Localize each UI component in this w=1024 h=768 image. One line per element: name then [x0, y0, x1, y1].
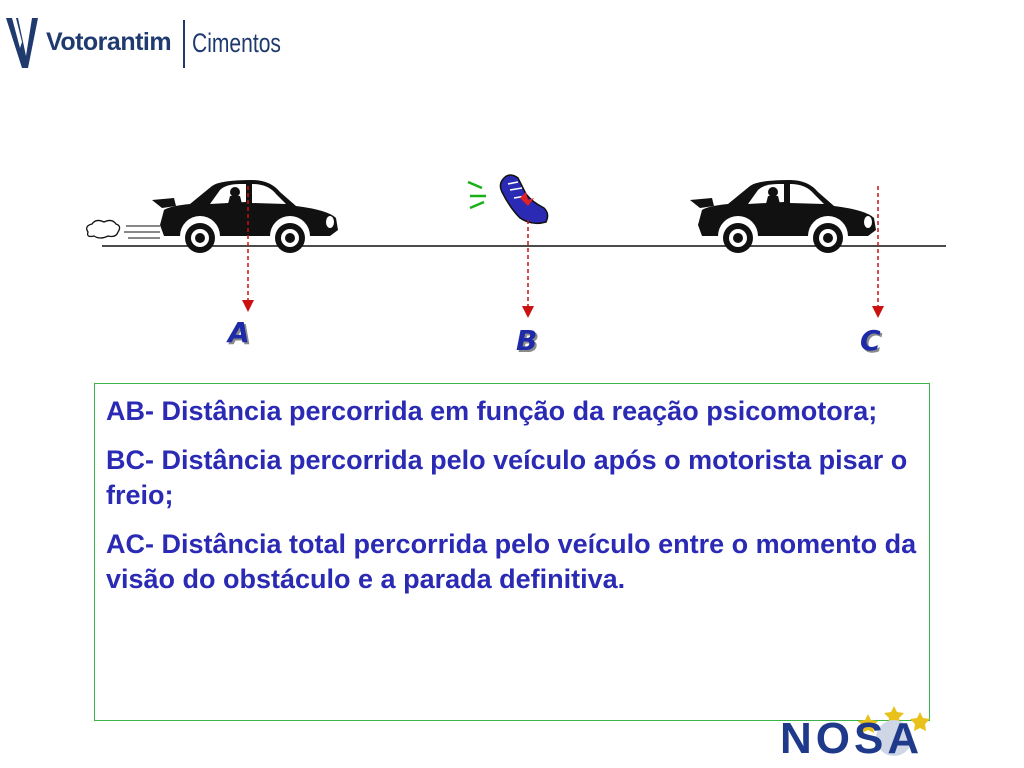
car-left-icon [152, 180, 338, 253]
definitions-box [94, 383, 930, 721]
point-label-c: C [860, 324, 881, 357]
nosa-wordmark: NOSA [780, 714, 924, 763]
definition-ac: AC- Distância total percorrida pelo veículo entre o momento da visão do obstáculo e a parada definitiva. [106, 529, 917, 594]
brand-subtitle: Cimentos [192, 28, 281, 58]
definition-ab: AB- Distância percorrida em função da reação psicomotora; [106, 396, 878, 426]
exhaust-cloud-icon [87, 220, 160, 238]
votorantim-logo [4, 8, 284, 68]
votorantim-v-mark-icon [4, 12, 44, 72]
nosa-logo [776, 700, 1024, 768]
point-label-b: B [516, 324, 538, 357]
shoe-brake-icon [500, 175, 547, 223]
brand-name: Votorantim [46, 28, 172, 56]
point-label-a: A [228, 316, 250, 349]
motion-lines-icon [468, 182, 486, 208]
car-right-icon [690, 180, 876, 253]
definition-bc: BC- Distância percorrida pelo veículo após o motorista pisar o freio; [106, 445, 908, 510]
braking-diagram [0, 150, 1024, 370]
logo-divider [183, 20, 185, 68]
